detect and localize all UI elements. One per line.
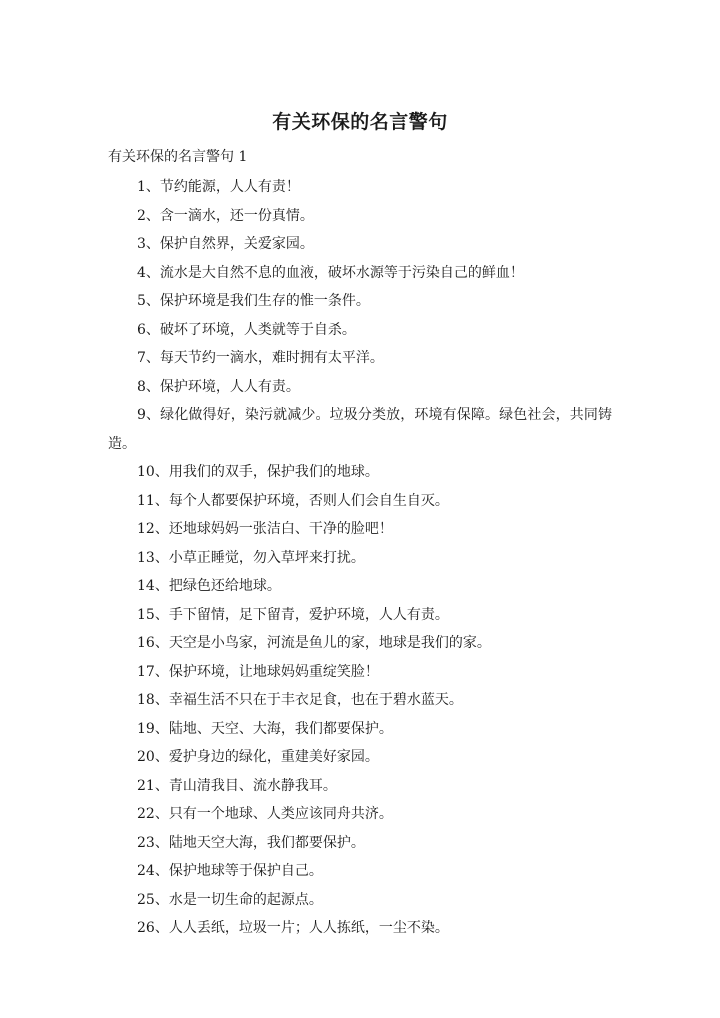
quote-list [108, 173, 612, 943]
list-item: 12、还地球妈妈一张洁白、干净的脸吧！ [137, 521, 393, 537]
list-item: 25、水是一切生命的起源点。 [137, 891, 323, 908]
list-item: 7、每天节约一滴水，难时拥有太平洋。 [137, 350, 384, 366]
list-item: 24、保护地球等于保护自己。 [137, 863, 323, 879]
list-item: 1、节约能源，人人有责！ [137, 179, 300, 195]
list-item: 18、幸福生活不只在于丰衣足食，也在于碧水蓝天。 [137, 692, 463, 708]
list-item: 20、爱护身边的绿化，重建美好家园。 [137, 749, 379, 765]
list-item: 9、绿化做得好，染污就减少。垃圾分类放，环境有保障。绿色社会，共同铸造。 [108, 407, 612, 452]
list-item: 13、小草正睡觉，勿入草坪来打扰。 [137, 549, 365, 566]
section-heading: 有关环保的名言警句 1 [108, 149, 248, 165]
list-item: 8、保护环境，人人有责。 [137, 378, 300, 395]
list-item: 23、陆地天空大海，我们都要保护。 [137, 834, 365, 851]
list-item: 19、陆地、天空、大海，我们都要保护。 [137, 720, 393, 737]
list-item: 15、手下留情，足下留青，爱护环境，人人有责。 [137, 606, 449, 623]
list-item: 17、保护环境，让地球妈妈重绽笑脸！ [137, 663, 379, 680]
list-item: 4、流水是大自然不息的血液，破坏水源等于污染自己的鲜血！ [137, 264, 524, 281]
list-item: 22、只有一个地球、人类应该同舟共济。 [137, 806, 393, 822]
document-title: 有关环保的名言警句 [272, 111, 448, 133]
list-item: 5、保护环境是我们生存的惟一条件。 [137, 293, 370, 309]
list-item: 14、把绿色还给地球。 [137, 578, 281, 594]
list-item: 2、含一滴水，还一份真情。 [137, 207, 314, 224]
list-item: 3、保护自然界，关爱家园。 [137, 236, 314, 252]
list-item: 11、每个人都要保护环境，否则人们会自生自灭。 [137, 492, 449, 509]
list-item: 10、用我们的双手，保护我们的地球。 [137, 464, 379, 480]
list-item: 21、青山清我目、流水静我耳。 [137, 777, 337, 794]
list-item: 16、天空是小鸟家，河流是鱼儿的家，地球是我们的家。 [137, 635, 491, 651]
list-item: 6、破坏了环境，人类就等于自杀。 [137, 321, 356, 338]
list-item: 26、人人丢纸，垃圾一片；人人拣纸，一尘不染。 [137, 920, 449, 936]
